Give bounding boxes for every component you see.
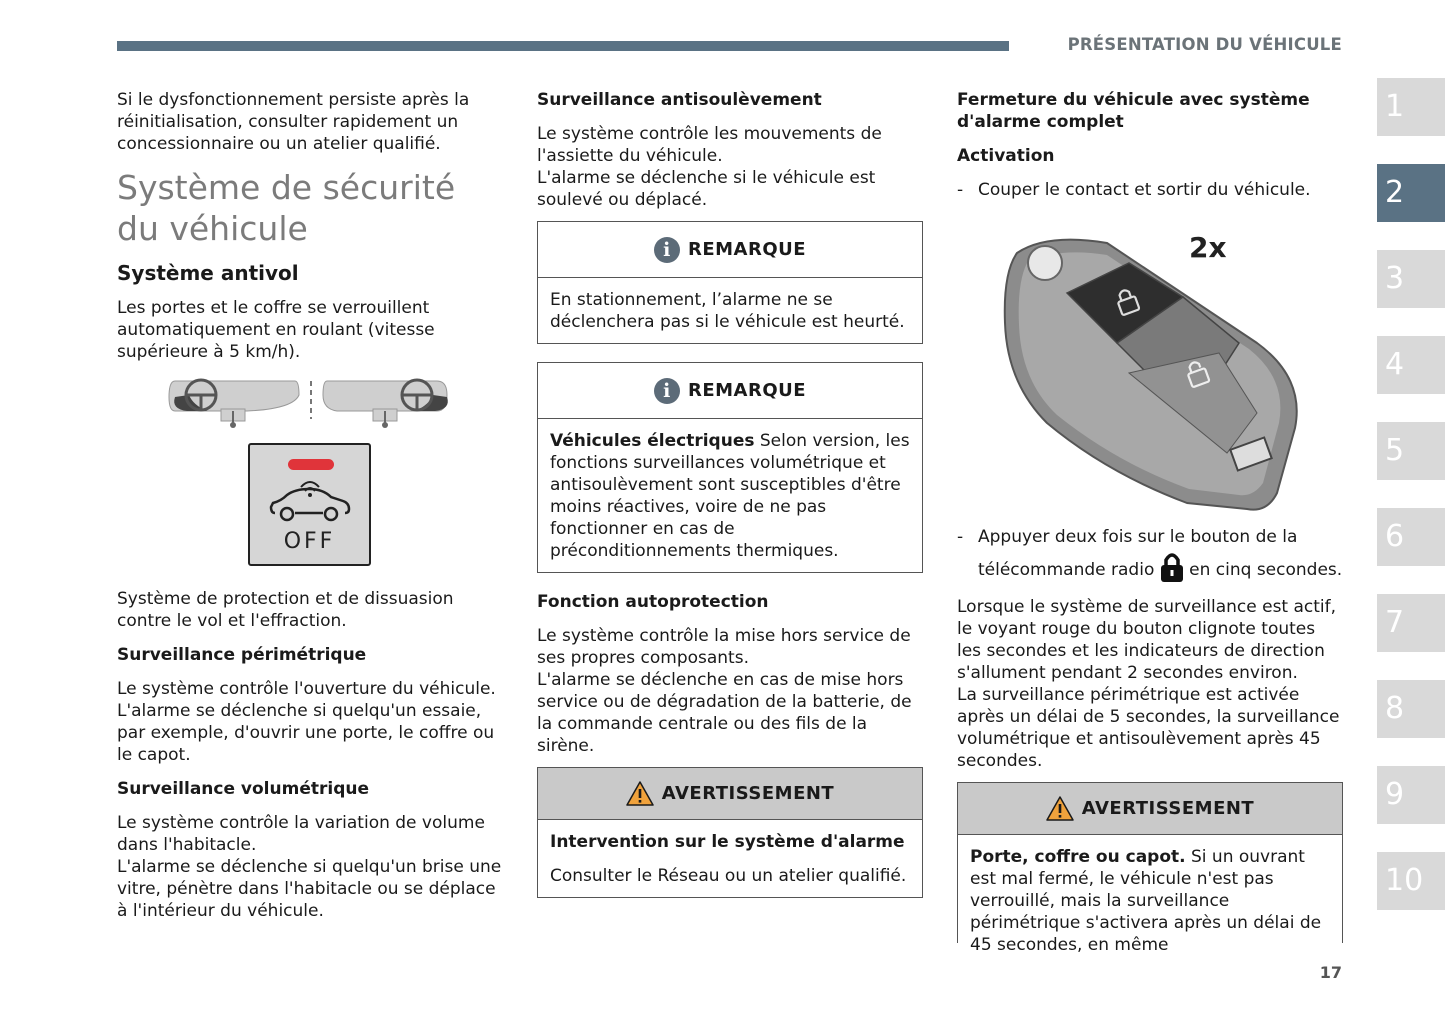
step-1 (957, 179, 1343, 201)
info-icon: i (654, 237, 680, 263)
section-title: PRÉSENTATION DU VÉHICULE (1067, 35, 1342, 54)
antivol-text: Les portes et le coffre se verrouillent automatiquement en roulant (vitesse supérieure à 5 km/h). (117, 298, 435, 362)
remark-body: Selon version, les fonctions surveillances volumétrique et antisoulèvement sont susceptibles d'être moins réactives, voire de ne pas fonctionner en cas de préconditionnements thermiques. (550, 431, 910, 561)
autoprotection-text-2: L'alarme se déclenche en cas de mise hors service ou de dégradation de la batterie, de la commande centrale ou des fils de la sirène. (537, 670, 912, 756)
remote-key-illustration (957, 213, 1343, 513)
chapter-tab-2[interactable]: 2 (1377, 164, 1445, 222)
steering-wheel-illustration (117, 375, 507, 437)
warning-bold-lead: Porte, coffre ou capot. (970, 847, 1186, 867)
steering-wheel-icon (323, 380, 448, 428)
chapter-tab-9[interactable]: 9 (1377, 766, 1445, 824)
perimetrique-text: Le système contrôle l'ouverture du véhicule. L'alarme se déclenche si quelqu'un essaie, par exemple, d'ouvrir une porte, le coffre ou le capot. (117, 679, 496, 765)
volumetrique-text-2: L'alarme se déclenche si quelqu'un brise une vitre, pénètre dans l'habitacle ou se déplace à l'intérieur du véhicule. (117, 857, 502, 921)
remark-title: REMARQUE (687, 238, 807, 260)
dash-bullet: - (957, 180, 964, 200)
remark-box-header (538, 222, 922, 278)
steering-wheel-icon (169, 380, 299, 428)
activation-heading: Activation (957, 146, 1055, 166)
remote-key-icon (957, 213, 1343, 513)
autoprotection-heading: Fonction autoprotection (537, 592, 769, 612)
info-icon: i (654, 378, 680, 404)
antisoul-text-2: L'alarme se déclenche si le véhicule est soulevé ou déplacé. (537, 168, 876, 210)
intro-paragraph: Si le dysfonctionnement persiste après la réinitialisation, consulter rapidement un concessionnaire ou un atelier qualifié. (117, 90, 470, 154)
chapter-tab-5[interactable]: 5 (1377, 422, 1445, 480)
chapter-tab-10[interactable]: 10 (1377, 852, 1445, 910)
chapter-tab-6[interactable]: 6 (1377, 508, 1445, 566)
lock-icon (1160, 551, 1184, 583)
perimetrique-heading: Surveillance périmétrique (117, 645, 367, 665)
autoprotection-text-1: Le système contrôle la mise hors service de ses propres composants. (537, 626, 911, 668)
warning-box (957, 782, 1343, 955)
chapter-tab-8[interactable]: 8 (1377, 680, 1445, 738)
chapter-tab-4[interactable]: 4 (1377, 336, 1445, 394)
volumetrique-heading: Surveillance volumétrique (117, 779, 369, 799)
dash-bullet: - (957, 527, 964, 547)
protection-text: Système de protection et de dissuasion contre le vol et l'effraction. (117, 589, 454, 631)
alarm-off-button-illustration (248, 443, 371, 566)
warning-triangle-icon (1046, 796, 1074, 821)
off-label: OFF (283, 529, 336, 554)
page-title: Système de sécurité du véhicule (117, 168, 456, 248)
warning-text (970, 846, 1330, 956)
warning-text: Consulter le Réseau ou un atelier qualifié. (550, 866, 907, 886)
warning-subheading: Intervention sur le système d'alarme (550, 832, 905, 852)
remark-box-header (538, 363, 922, 419)
step-2 (957, 523, 1343, 584)
chapter-tab-7[interactable]: 7 (1377, 594, 1445, 652)
antivol-heading: Système antivol (117, 261, 299, 285)
car-alarm-icon (265, 481, 355, 527)
step-1-text: Couper le contact et sortir du véhicule. (978, 180, 1311, 200)
remark-text: En stationnement, l’alarme ne se déclenchera pas si le véhicule est heurté. (550, 290, 905, 332)
warning-box-header (958, 783, 1342, 835)
active-text-2: La surveillance périmétrique est activée après un délai de 5 secondes, la surveillance volumétrique et antisoulèvement après 45 secondes. (957, 685, 1340, 771)
warning-title: AVERTISSEMENT (1081, 797, 1255, 819)
antisoul-text-1: Le système contrôle les mouvements de l'assiette du véhicule. (537, 124, 882, 166)
remark-box-2 (537, 362, 923, 573)
warning-body: Si un ouvrant est mal fermé, le véhicule n'est pas verrouillé, mais la surveillance périmétrique s'activera après un délai de 45 secondes, en même (970, 847, 1322, 955)
chapter-tab-3[interactable]: 3 (1377, 250, 1445, 308)
chapter-tab-1[interactable]: 1 (1377, 78, 1445, 136)
warning-box (537, 767, 923, 898)
antisoul-heading: Surveillance antisoulèvement (537, 90, 822, 110)
column-2 (537, 89, 923, 916)
fermeture-heading: Fermeture du véhicule avec système d'alarme complet (957, 90, 1310, 132)
warning-title: AVERTISSEMENT (661, 782, 835, 804)
remark-title: REMARQUE (687, 379, 807, 401)
step-2-text-b: en cinq secondes. (1183, 560, 1343, 580)
active-text-1: Lorsque le système de surveillance est actif, le voyant rouge du bouton clignote toutes les secondes et les indicateurs de direction s'allument pendant 2 secondes environ. (957, 597, 1337, 683)
column-3 (957, 89, 1343, 961)
volumetrique-text-1: Le système contrôle la variation de volume dans l'habitacle. (117, 813, 485, 855)
page-number: 17 (1319, 963, 1342, 982)
header-rule (117, 41, 1009, 51)
step-2-text (978, 523, 1343, 584)
remark-bold-lead: Véhicules électriques (550, 431, 755, 451)
step-2-text-a: Appuyer deux fois sur le bouton de la télécommande radio (978, 527, 1298, 580)
warning-triangle-icon (626, 781, 654, 806)
alarm-led (288, 459, 334, 470)
warning-box-header (538, 768, 922, 820)
press-count: 2x (1189, 231, 1227, 264)
column-1 (117, 89, 507, 934)
remark-box-1 (537, 221, 923, 344)
remark-text (550, 430, 910, 562)
